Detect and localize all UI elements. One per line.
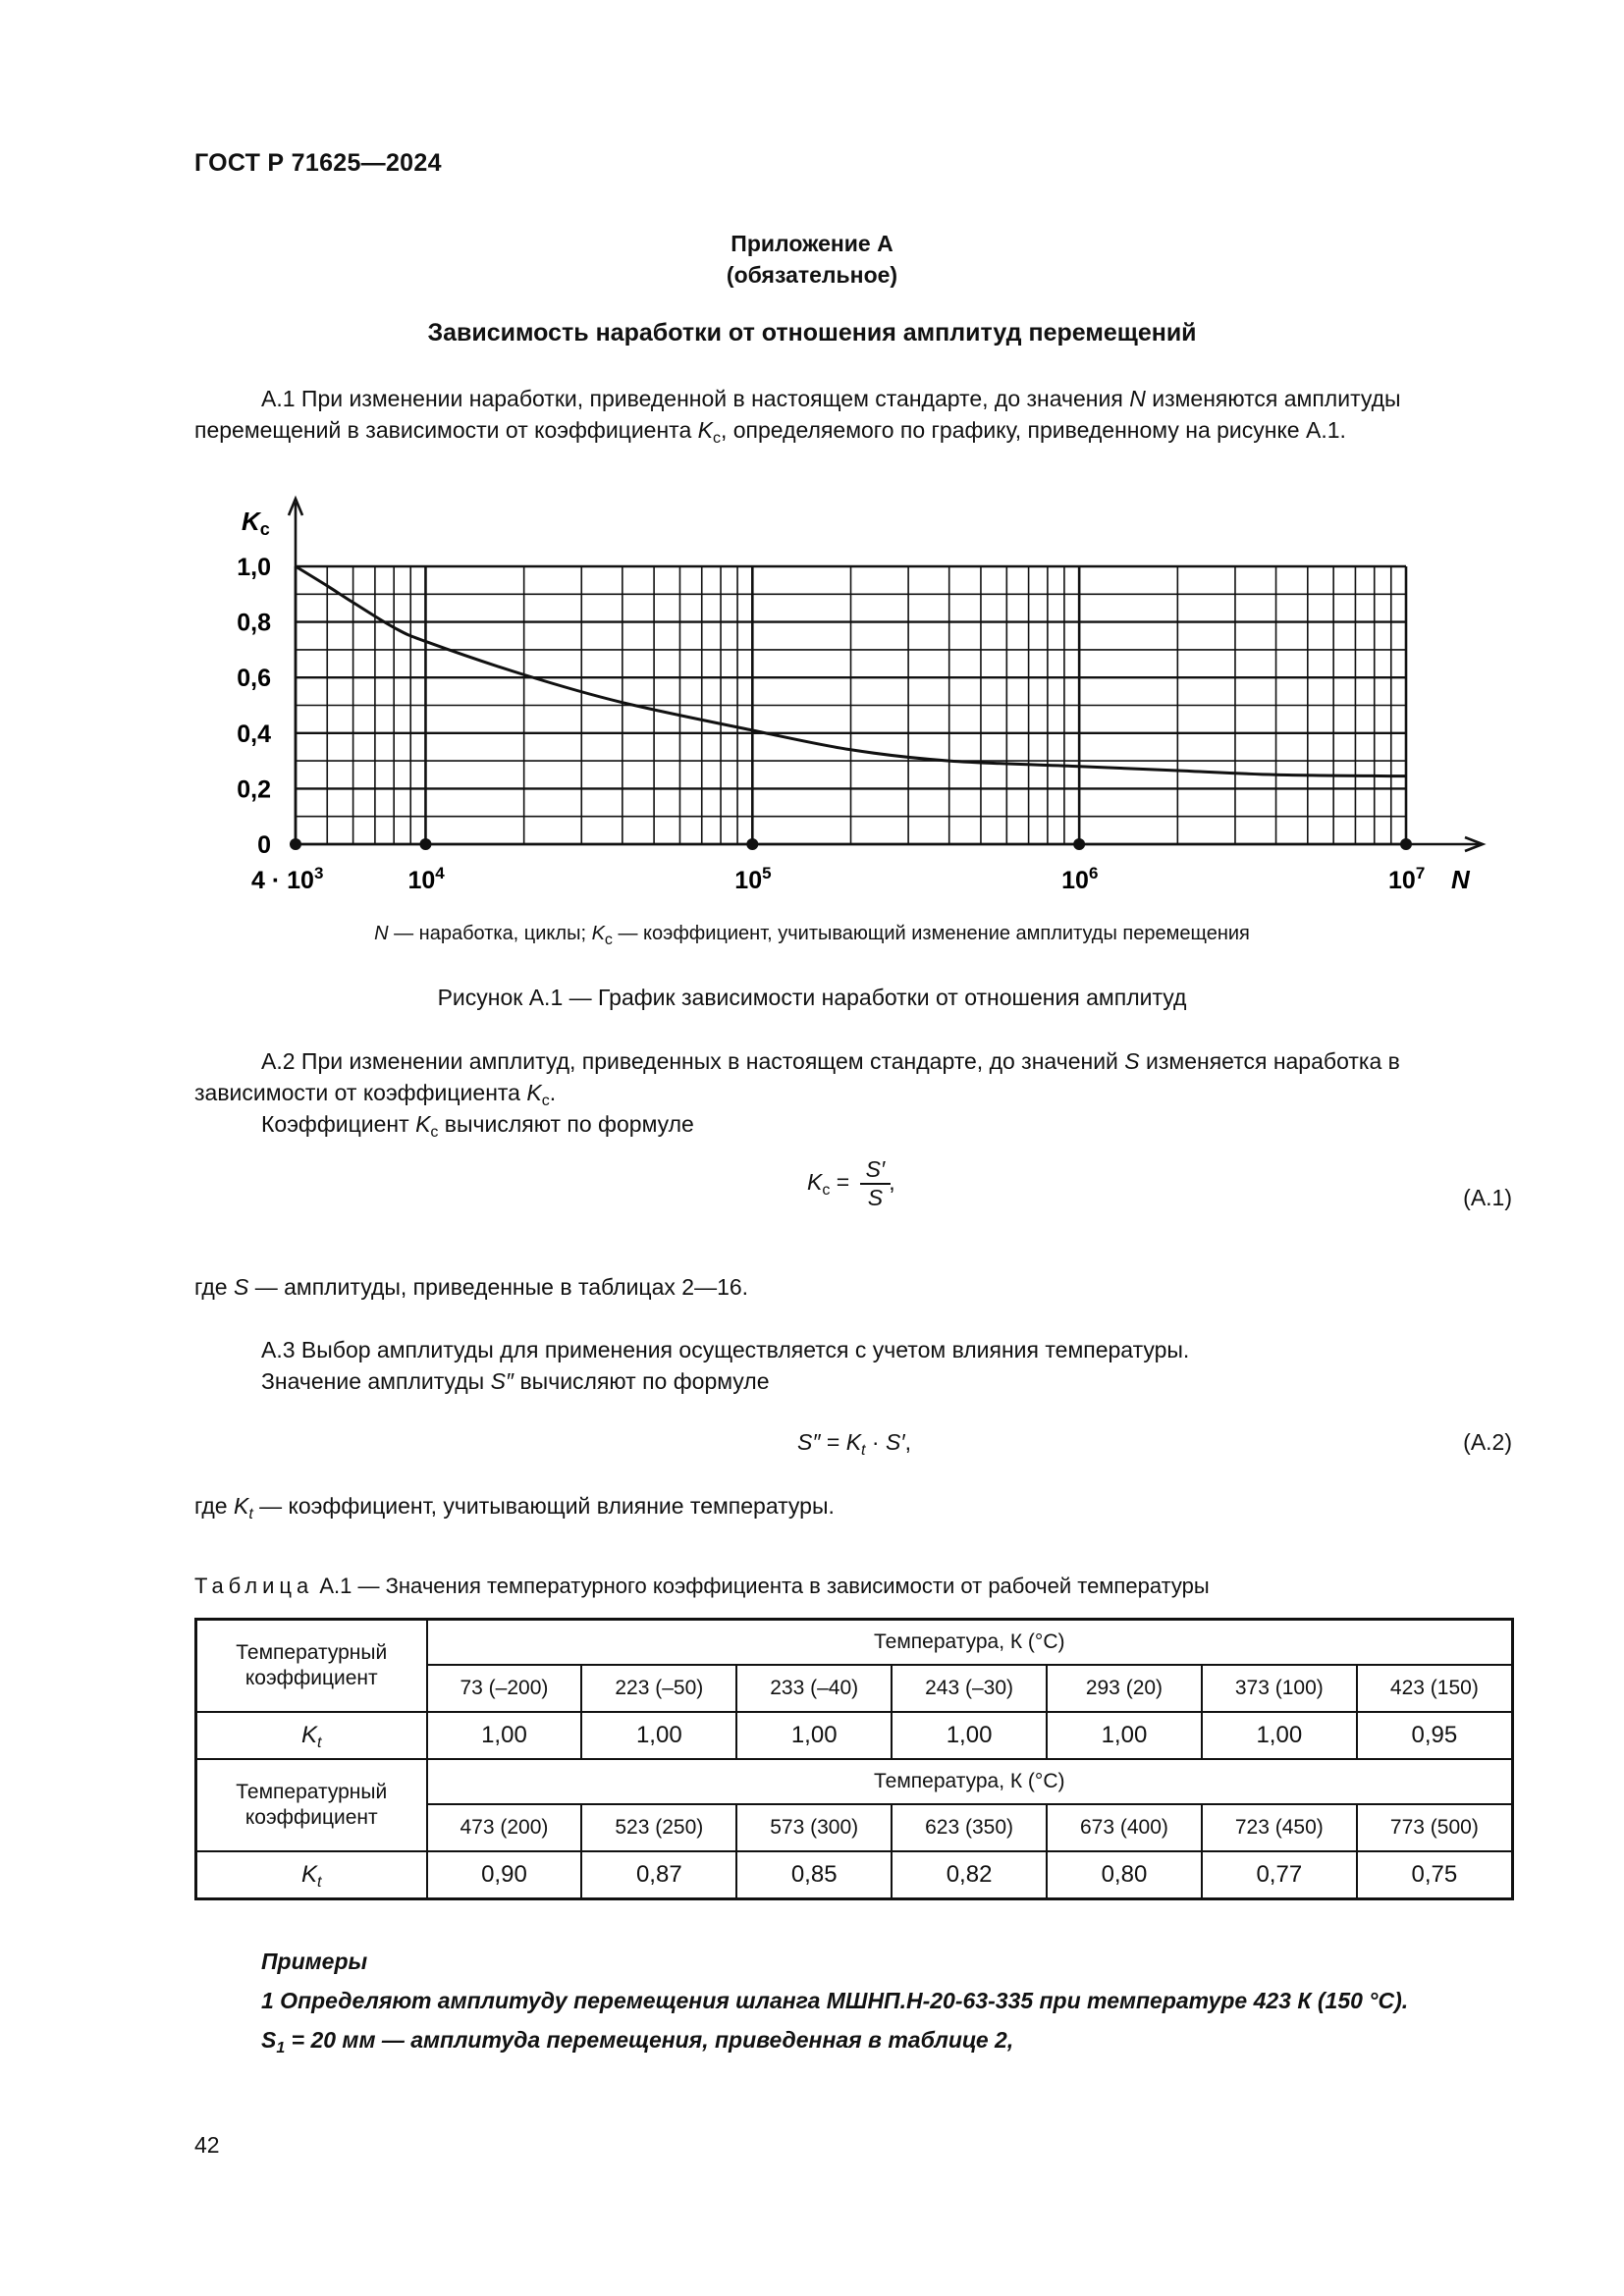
- y-tick-label: 0,8: [237, 609, 271, 637]
- paragraph-a3-line1: А.3 Выбор амплитуды для применения осуществляется с учетом влияния температуры.: [261, 1337, 1190, 1362]
- temperature-cell: 673 (400): [1047, 1804, 1202, 1851]
- formula-a2: $S'' = K_t \cdot S'$,: [797, 1429, 911, 1459]
- temperature-cell: 293 (20): [1047, 1665, 1202, 1712]
- kt-value-cell: 0,90: [427, 1851, 582, 1898]
- temperature-cell: 723 (450): [1202, 1804, 1357, 1851]
- x-tick-dot: [290, 838, 301, 850]
- temperature-cell: 423 (150): [1357, 1665, 1513, 1712]
- row-header-cell: Температурный коэффициент: [196, 1620, 427, 1713]
- x-tick-dot: [746, 838, 758, 850]
- y-tick-label: 1,0: [237, 554, 271, 581]
- kt-value-cell: 0,85: [736, 1851, 892, 1898]
- x-axis-label: N: [1451, 865, 1470, 894]
- chart-grid: [296, 566, 1406, 844]
- table-value-row: [196, 1712, 1513, 1759]
- kt-value-cell: 0,80: [1047, 1851, 1202, 1898]
- y-tick-label: 0: [257, 831, 271, 859]
- formula-a2-number: (А.2): [1463, 1429, 1512, 1455]
- paragraph-a1-line1: А.1 При изменении наработки, приведенной в настоящем стандарте, до значения N изменяются амплитуды: [261, 386, 1401, 411]
- x-tick-label: $10^6$: [1061, 864, 1099, 894]
- kt-value-cell: 1,00: [581, 1712, 736, 1759]
- row-header-cell: Температурный коэффициент: [196, 1759, 427, 1851]
- kt-value-cell: 0,87: [581, 1851, 736, 1898]
- figure-caption: Рисунок А.1 — График зависимости наработки от отношения амплитуд: [437, 985, 1187, 1010]
- kt-value-cell: 1,00: [1202, 1712, 1357, 1759]
- x-tick-dot: [419, 838, 431, 850]
- x-tick-label: $10^5$: [734, 864, 772, 894]
- example-1-line2: $S_1 = 20$ мм — амплитуда перемещения, приведенная в таблице 2,: [261, 2027, 1014, 2056]
- kt-label-cell: $K_t$: [196, 1712, 427, 1759]
- figure-legend: N — наработка, циклы; $K_c$ — коэффициент, учитывающий изменение амплитуды перемещения: [374, 923, 1250, 948]
- kt-value-cell: 0,75: [1357, 1851, 1513, 1898]
- temperature-cell: 573 (300): [736, 1804, 892, 1851]
- y-tick-label: 0,4: [237, 720, 271, 748]
- kt-value-cell: 1,00: [736, 1712, 892, 1759]
- where-s: где S — амплитуды, приведенные в таблицах 2—16.: [194, 1274, 749, 1300]
- table-value-row: [196, 1851, 1513, 1898]
- paragraph-a2: [194, 1045, 1512, 1140]
- y-tick-label: 0,2: [237, 775, 271, 804]
- example-1-line1: 1 Определяют амплитуду перемещения шланга МШНП.Н-20-63-335 при температуре 423 К (150 °С).: [261, 1988, 1409, 2013]
- temperature-header-cell: Температура, К (°С): [427, 1759, 1513, 1804]
- chart-x-ticks: [251, 838, 1425, 894]
- chart-axes: [289, 499, 1483, 851]
- kt-value-cell: 0,77: [1202, 1851, 1357, 1898]
- y-axis-label: Kc: [242, 507, 270, 539]
- chart-y-ticks: [237, 554, 271, 859]
- formula-a1: $K_c$ = $\frac{S'}{S}$ ,: [807, 1156, 895, 1210]
- x-tick-label: $10^4$: [407, 864, 445, 894]
- section-title: Зависимость наработки от отношения амплитуд перемещений: [427, 319, 1197, 347]
- table-caption: Таблица А.1 — Значения температурного коэффициента в зависимости от рабочей температуры: [194, 1574, 1210, 1598]
- temperature-cell: 523 (250): [581, 1804, 736, 1851]
- temperature-cell: 473 (200): [427, 1804, 582, 1851]
- temperature-cell: 73 (–200): [427, 1665, 582, 1712]
- temperature-cell: 373 (100): [1202, 1665, 1357, 1712]
- document-header: ГОСТ Р 71625—2024: [194, 149, 442, 177]
- kt-value-cell: 1,00: [427, 1712, 582, 1759]
- y-tick-label: 0,6: [237, 665, 271, 693]
- temperature-coefficient-table: [194, 1618, 1514, 1900]
- x-tick-label: $10^7$: [1388, 864, 1426, 894]
- x-tick-dot: [1400, 838, 1412, 850]
- temperature-cell: 243 (–30): [892, 1665, 1047, 1712]
- kt-value-cell: 0,95: [1357, 1712, 1513, 1759]
- examples-title: Примеры: [261, 1949, 368, 1974]
- x-tick-label: $4 \cdot 10^3$: [251, 864, 324, 894]
- paragraph-a1-line2: перемещений в зависимости от коэффициента $K_c$, определяемого по графику, приведенному на рисунке А.1.: [194, 417, 1346, 447]
- temperature-cell: 223 (–50): [581, 1665, 736, 1712]
- table-header-row: [196, 1759, 1513, 1804]
- page-number: 42: [194, 2132, 220, 2158]
- kt-value-cell: 0,82: [892, 1851, 1047, 1898]
- paragraph-a2-line2: зависимости от коэффициента $K_c$.: [194, 1080, 557, 1109]
- paragraph-a3-line2: Значение амплитуды S″ вычисляют по формуле: [261, 1368, 770, 1394]
- kt-value-cell: 1,00: [1047, 1712, 1202, 1759]
- paragraph-a2-line1: А.2 При изменении амплитуд, приведенных в настоящем стандарте, до значений S изменяется наработка в: [261, 1048, 1400, 1074]
- formula-a1-fraction: $\frac{S'}{S}$: [860, 1156, 892, 1211]
- paragraph-a2-line3: Коэффициент $K_c$ вычисляют по формуле: [261, 1111, 694, 1141]
- kt-value-cell: 1,00: [892, 1712, 1047, 1759]
- temperature-header-cell: Температура, К (°С): [427, 1620, 1513, 1666]
- x-tick-dot: [1073, 838, 1085, 850]
- temperature-cell: 233 (–40): [736, 1665, 892, 1712]
- formula-a1-number: (А.1): [1463, 1185, 1512, 1210]
- appendix-title: Приложение А: [731, 231, 893, 256]
- kt-label-cell: $K_t$: [196, 1851, 427, 1898]
- temperature-cell: 623 (350): [892, 1804, 1047, 1851]
- figure-a1-chart: [0, 0, 1624, 942]
- appendix-status: (обязательное): [726, 262, 898, 288]
- temperature-cell: 773 (500): [1357, 1804, 1513, 1851]
- table-header-row: [196, 1620, 1513, 1666]
- where-kt: где $K_t$ — коэффициент, учитывающий влияние температуры.: [194, 1493, 835, 1522]
